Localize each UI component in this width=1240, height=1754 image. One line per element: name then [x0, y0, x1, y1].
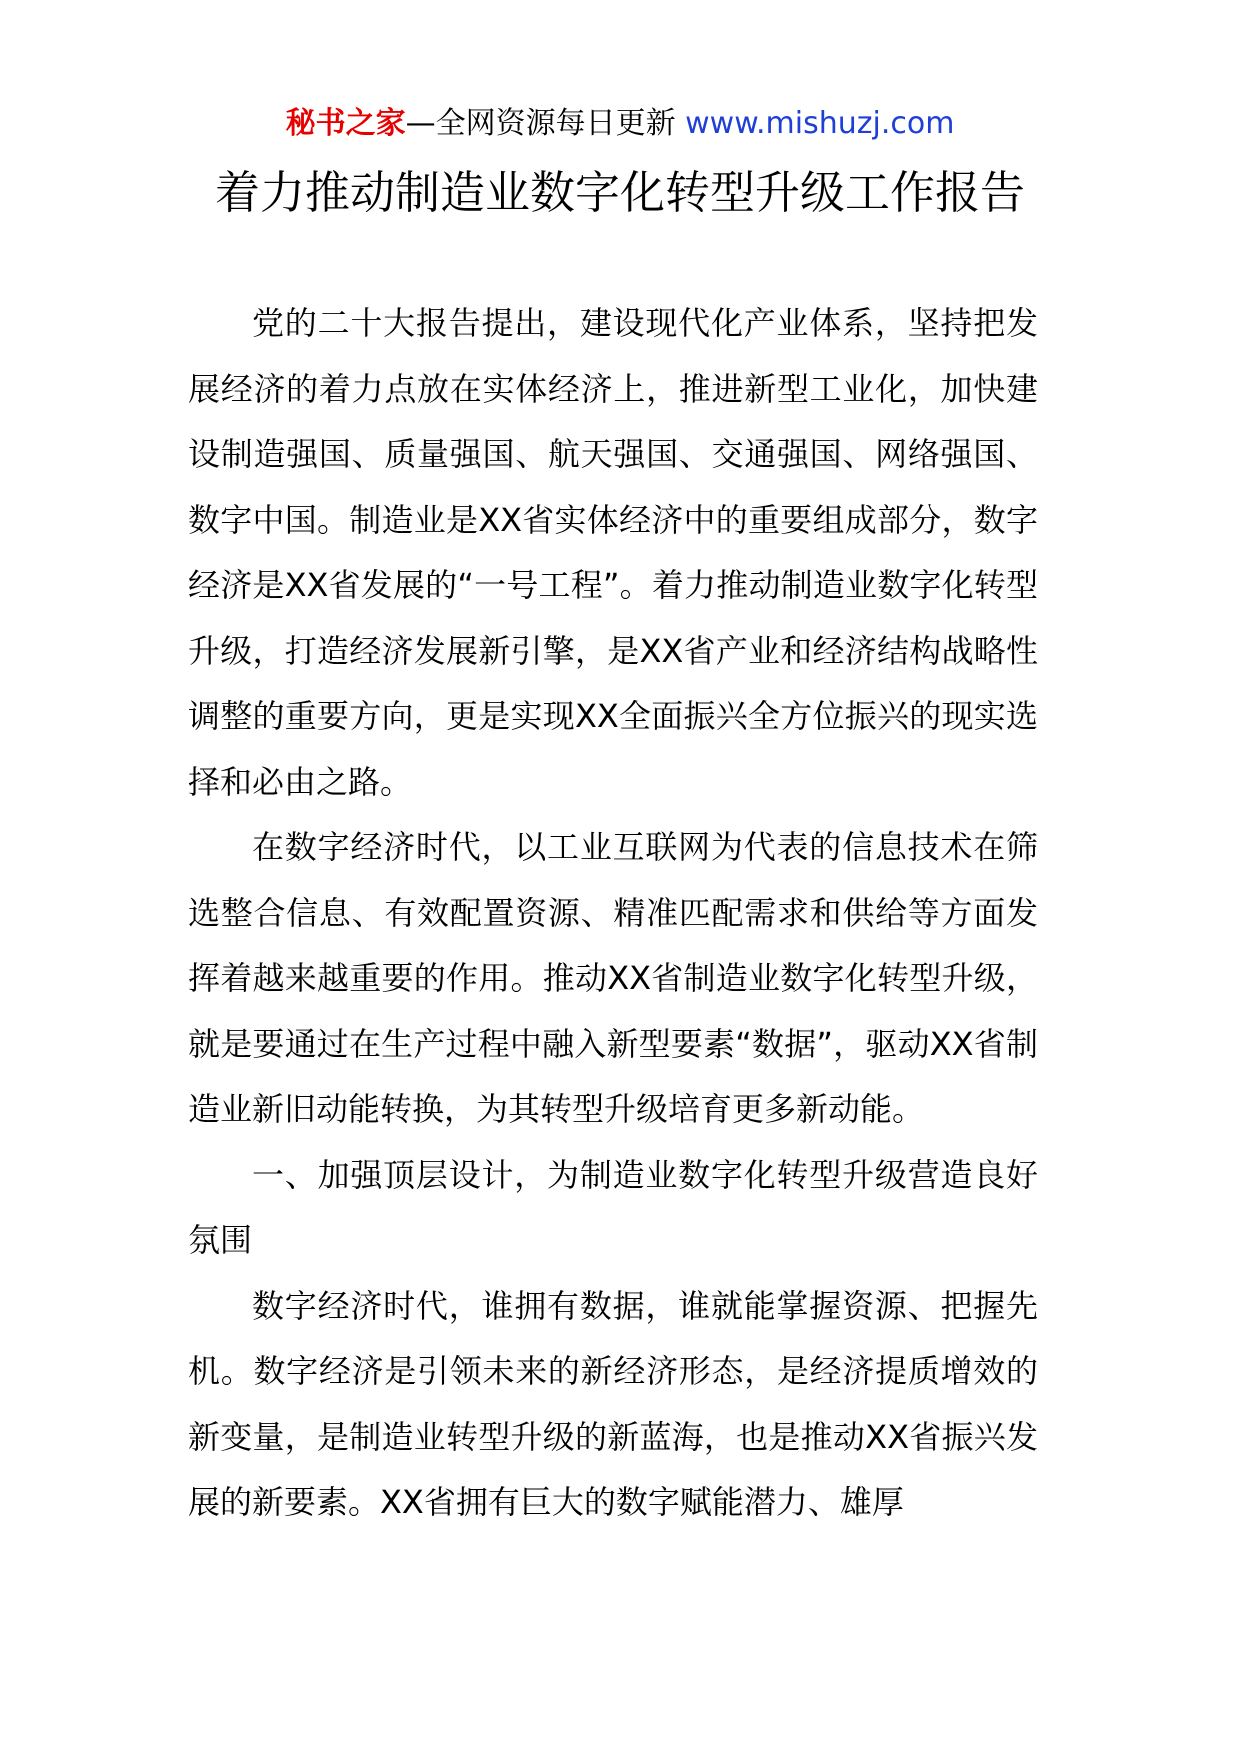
site-slogan: —全网资源每日更新 — [405, 106, 676, 141]
paragraph: 在数字经济时代，以工业互联网为代表的信息技术在筛选整合信息、有效配置资源、精准匹配需求和供给等方面发挥着越来越重要的作用。推动XX省制造业数字化转型升级，就是要通过在生产过程中融入新型要素“数据”，驱动XX省制造业新旧动能转换，为其转型升级培育更多新动能。 — [188, 828, 1038, 1128]
paragraph: 党的二十大报告提出，建设现代化产业体系，坚持把发展经济的着力点放在实体经济上，推进新型工业化，加快建设制造强国、质量强国、航天强国、交通强国、网络强国、数字中国。制造业是XX省实体经济中的重要组成部分，数字经济是XX省发展的“一号工程”。着力推动制造业数字化转型升级，打造经济发展新引擎，是XX省产业和经济结构战略性调整的重要方向，更是实现XX全面振兴全方位振兴的现实选择和必由之路。 — [188, 304, 1038, 801]
site-url-link[interactable]: www.mishuzj.com — [685, 106, 955, 141]
site-header — [0, 100, 1240, 148]
paragraph: 数字经济时代，谁拥有数据，谁就能掌握资源、把握先机。数字经济是引领未来的新经济形态，是经济提质增效的新变量，是制造业转型升级的新蓝海，也是推动XX省振兴发展的新要素。XX省拥有巨大的数字赋能潜力、雄厚 — [188, 1286, 1038, 1521]
document-body — [188, 291, 1038, 1536]
site-brand: 秘书之家 — [285, 106, 406, 141]
section-heading: 一、加强顶层设计，为制造业数字化转型升级营造良好氛围 — [188, 1155, 1038, 1259]
document-title: 着力推动制造业数字化转型升级工作报告 — [214, 166, 1025, 219]
